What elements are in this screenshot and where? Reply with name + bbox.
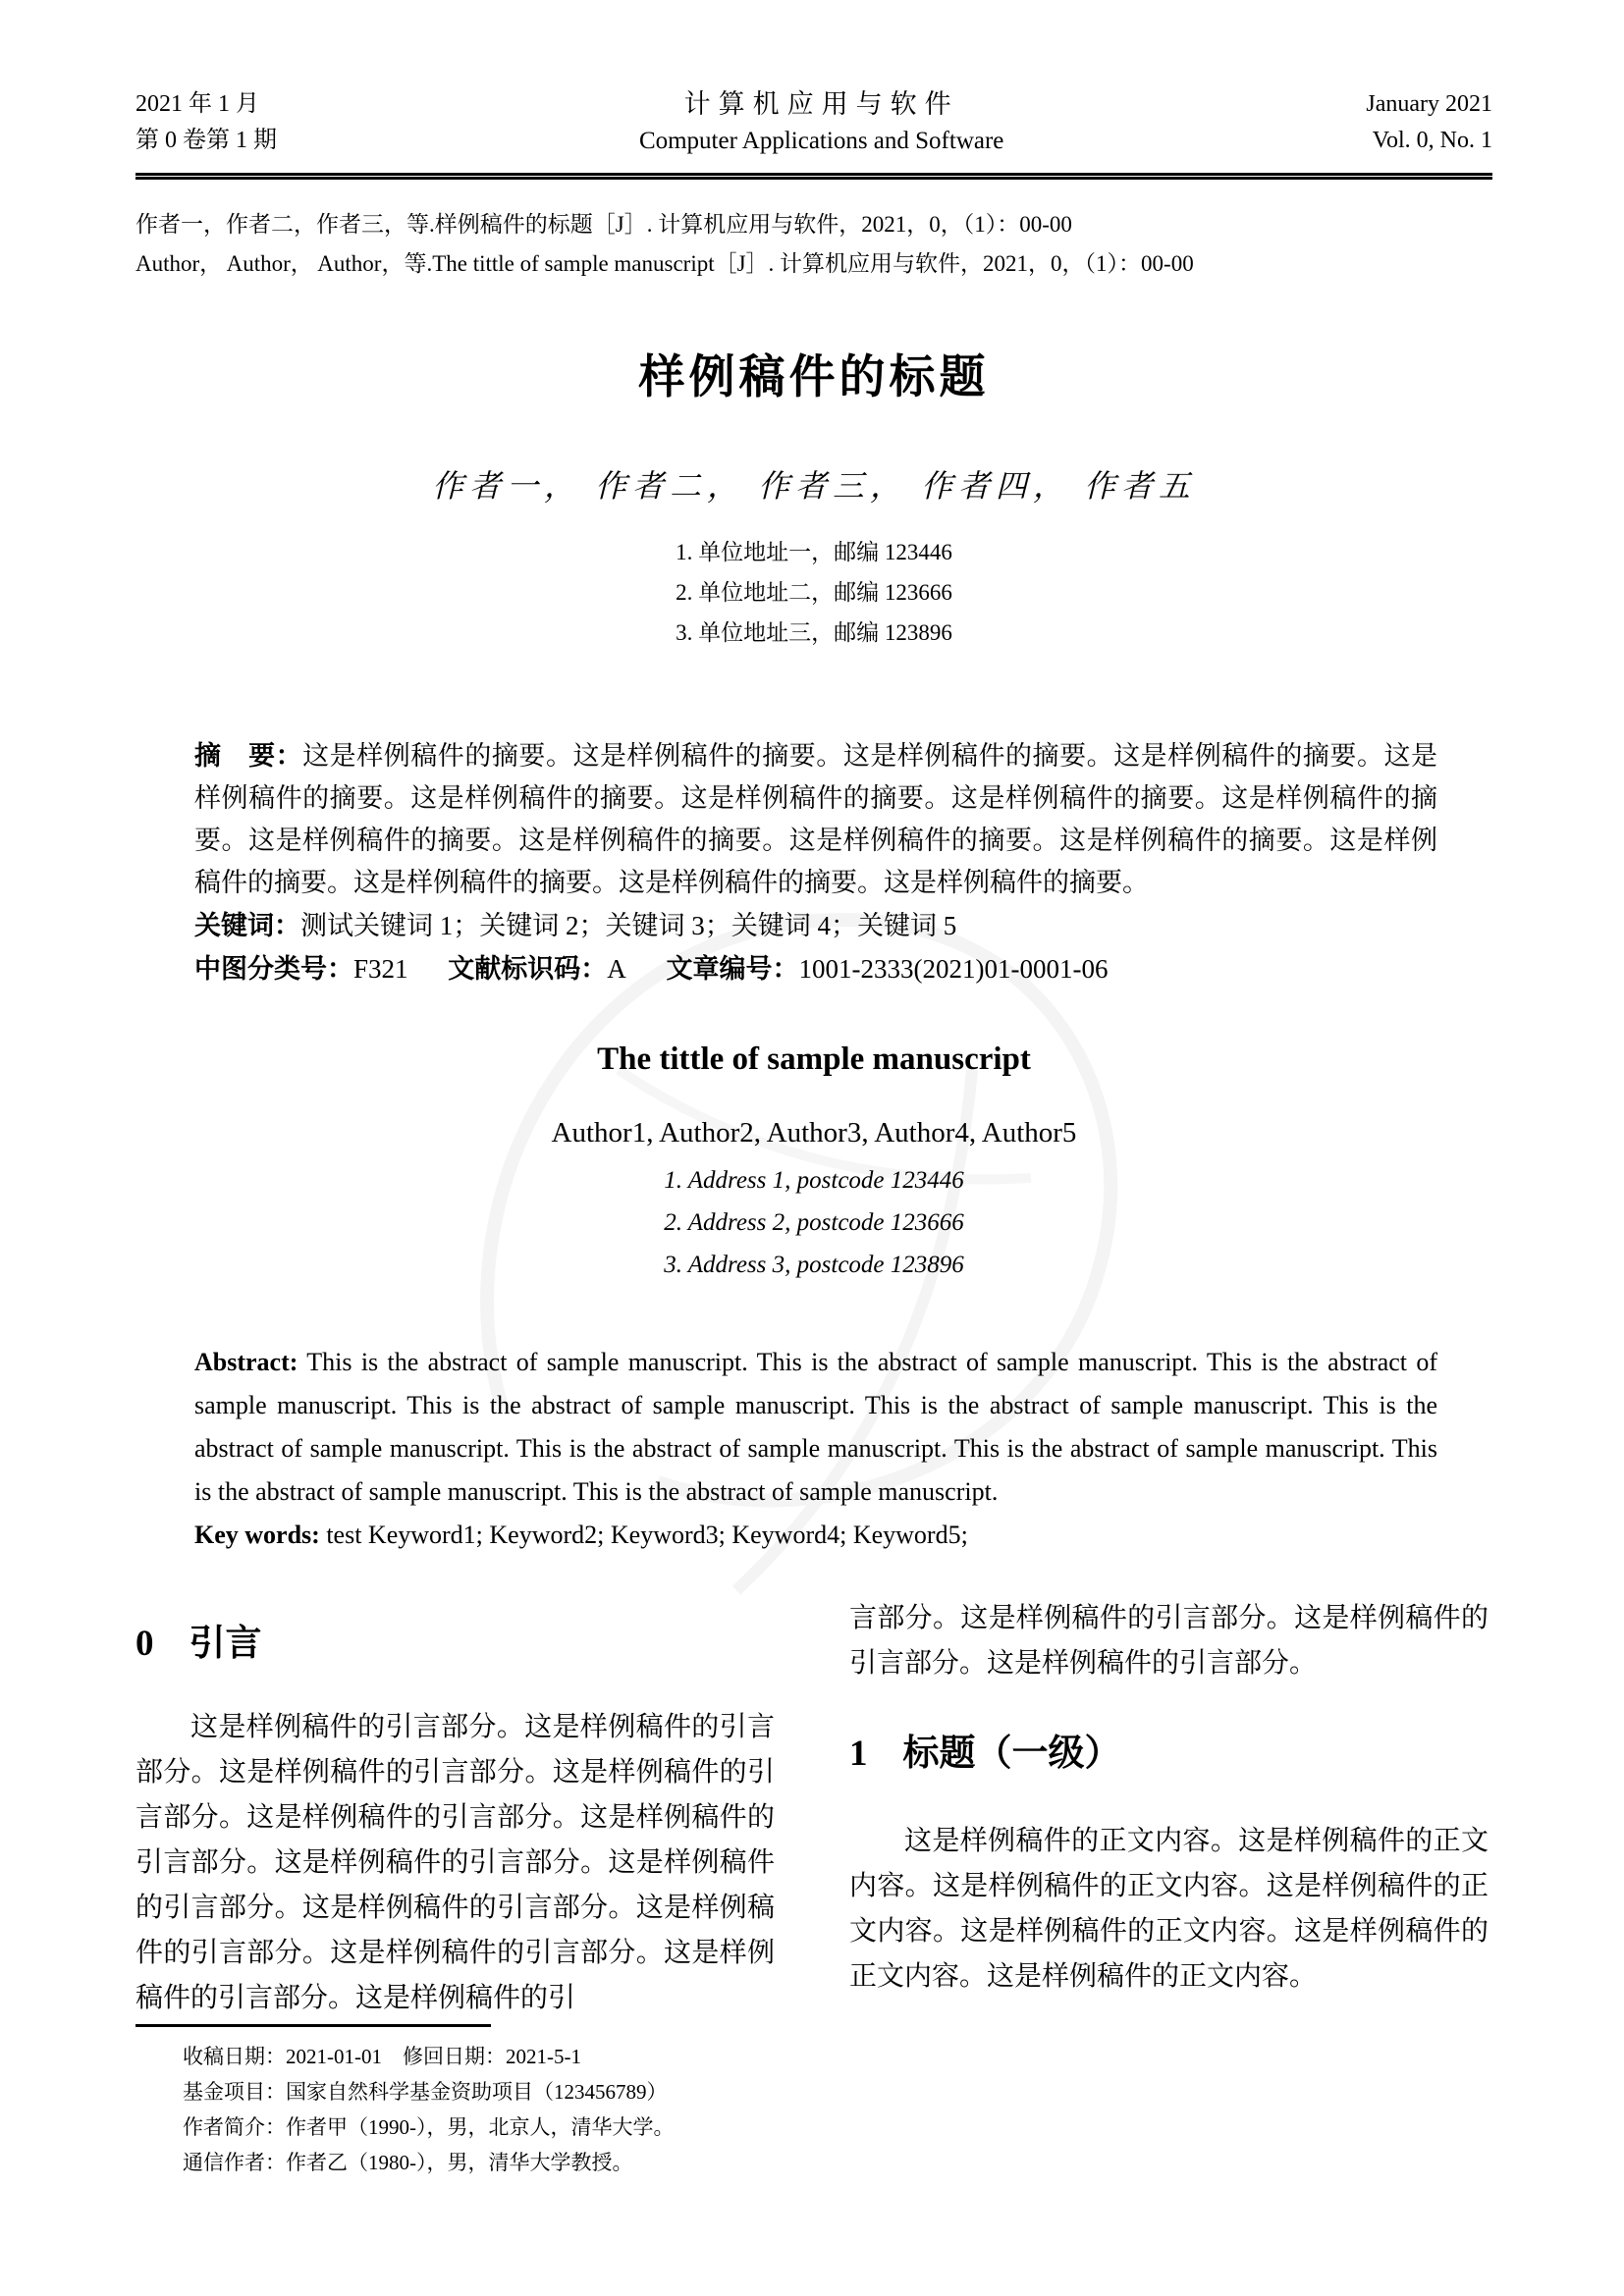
author-bio-line: 作者简介：作者甲（1990-），男，北京人，清华大学。 [183,2115,675,2139]
clc-label: 中图分类号： [194,954,353,984]
article-authors-cn: 作者一， 作者二， 作者三， 作者四， 作者五 [431,468,1196,504]
section-1-title: 标题（一级） [902,1733,1121,1773]
classification-line [194,947,1437,990]
citation-line-en: Author， Author， Author，等.The tittle of sample manuscript［J］. 计算机应用与软件，2021，0，（1）：00-00 [135,251,1194,276]
header-double-rule [135,173,1492,180]
doc-code-pair [448,954,626,984]
section-0-number: 0 [135,1624,154,1664]
clc-value: F321 [353,954,408,984]
intro-paragraph-continuation: 言部分。这是样例稿件的引言部分。这是样例稿件的引言部分。这是样例稿件的引言部分。 [849,1603,1489,1679]
journal-name-cn: 计算机应用与软件 [683,89,959,119]
abstract-text-en: This is the abstract of sample manuscript. This is the abstract of sample manuscript. This is the abstract of sample manuscript. This is the abstract of sample manuscript. This is the abstract of sample manuscript. This is the abstract of sample manuscript. This is the abstract of sample manuscript. This is the abstract of sample manuscript. This is the abstract of sample manuscript. This is the abstract of sample manuscript. [194,1348,1437,1506]
citation-block [135,205,1492,284]
doc-code-label: 文献标识码： [448,954,608,984]
section-1-paragraph: 这是样例稿件的正文内容。这是样例稿件的正文内容。这是样例稿件的正文内容。这是样例稿件的正文内容。这是样例稿件的正文内容。这是样例稿件的正文内容。这是样例稿件的正文内容。 [849,1826,1489,1992]
header-volume-cn: 第 0 卷第 1 期 [135,128,277,153]
keywords-cn [194,904,1437,947]
article-title-cn: 样例稿件的标题 [638,350,990,402]
journal-name-en: Computer Applications and Software [638,128,1004,154]
header-date-cn: 2021 年 1 月 [135,91,259,117]
section-0-title: 引言 [189,1623,262,1663]
abstract-en [194,1341,1437,1514]
journal-header [135,86,1492,159]
article-title-en: The tittle of sample manuscript [597,1041,1031,1077]
affiliation-en-1: 1. Address 1, postcode 123446 [664,1167,964,1194]
header-issue-info-en [1366,86,1492,159]
article-authors-en: Author1, Author2, Author3, Author4, Author5 [551,1117,1077,1148]
article-id-label: 文章编号： [666,954,799,984]
abstract-cn [194,735,1437,904]
abstract-label-cn: 摘 要： [194,741,303,771]
keywords-text-cn: 测试关键词 1；关键词 2；关键词 3；关键词 4；关键词 5 [300,911,957,940]
affiliation-en-2: 2. Address 2, postcode 123666 [664,1209,964,1236]
header-journal-name [277,86,1366,159]
keywords-text-en: test Keyword1; Keyword2; Keyword3; Keyword4; Keyword5; [326,1521,968,1549]
intro-paragraph-left: 这是样例稿件的引言部分。这是样例稿件的引言部分。这是样例稿件的引言部分。这是样例稿件的引言部分。这是样例稿件的引言部分。这是样例稿件的引言部分。这是样例稿件的引言部分。这是样例稿件的引言部分。这是样例稿件的引言部分。这是样例稿件的引言部分。这是样例稿件的引言部分。这是样例稿件的引言部分。这是样例稿件的引 [135,1712,775,2013]
keywords-en [194,1514,1437,1557]
footnote-rule [135,2024,491,2027]
right-column [849,1596,1489,2021]
header-volume-en: Vol. 0, No. 1 [1372,128,1492,153]
header-date-en: January 2021 [1366,91,1492,117]
article-id-value: 1001-2333(2021)01-0001-06 [798,954,1109,984]
affiliation-cn-3: 3. 单位地址三，邮编 123896 [676,620,952,645]
fund-project-line: 基金项目：国家自然科学基金资助项目（123456789） [183,2080,668,2104]
doc-code-value: A [607,954,626,984]
keywords-label-cn: 关键词： [194,911,300,940]
citation-line-cn: 作者一，作者二，作者三，等.样例稿件的标题［J］. 计算机应用与软件，2021，0，（1）：00-00 [135,212,1072,237]
footnote-block [135,2024,803,2180]
affiliations-cn [135,532,1492,653]
section-1-number: 1 [849,1734,868,1774]
body-columns [135,1596,1492,2021]
article-id-pair [667,954,1109,984]
abstract-label-en: Abstract: [194,1348,298,1376]
affiliation-cn-2: 2. 单位地址二，邮编 123666 [676,580,952,605]
clc-pair [194,954,408,984]
affiliations-en [135,1159,1492,1286]
section-1-heading [849,1732,1489,1776]
abstract-text-cn: 这是样例稿件的摘要。这是样例稿件的摘要。这是样例稿件的摘要。这是样例稿件的摘要。这是样例稿件的摘要。这是样例稿件的摘要。这是样例稿件的摘要。这是样例稿件的摘要。这是样例稿件的摘要。这是样例稿件的摘要。这是样例稿件的摘要。这是样例稿件的摘要。这是样例稿件的摘要。这是样例稿件的摘要。这是样例稿件的摘要。这是样例稿件的摘要。这是样例稿件的摘要。 [194,741,1438,897]
header-issue-info-cn [135,86,277,159]
corresponding-author-line: 通信作者：作者乙（1980-），男，清华大学教授。 [183,2151,633,2174]
received-date-line: 收稿日期：2021-01-01 修回日期：2021-5-1 [183,2045,581,2068]
section-0-heading [135,1622,775,1666]
keywords-label-en: Key words: [194,1521,320,1549]
affiliation-cn-1: 1. 单位地址一，邮编 123446 [676,540,952,564]
left-column [135,1596,775,2021]
affiliation-en-3: 3. Address 3, postcode 123896 [664,1252,964,1278]
